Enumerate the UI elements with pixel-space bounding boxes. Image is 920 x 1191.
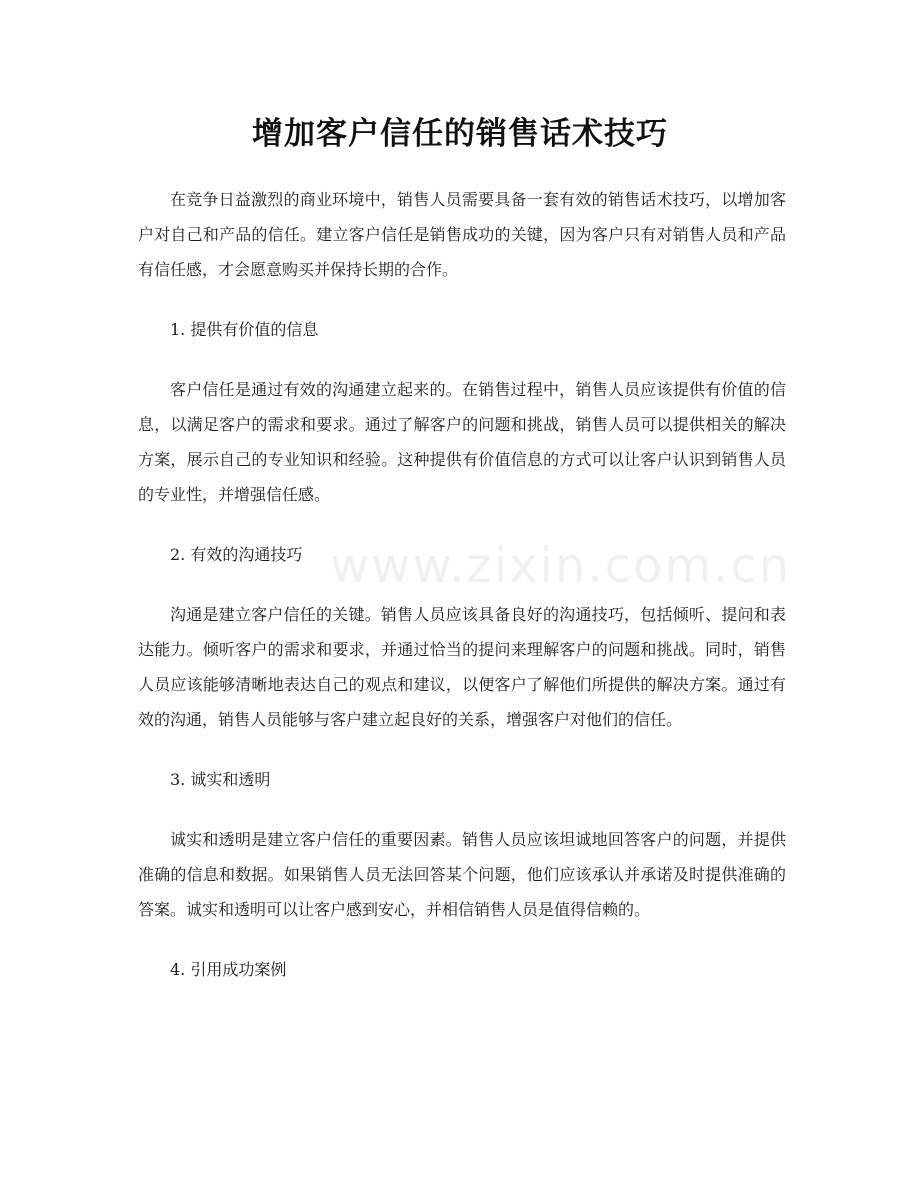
watermark: www.zixin.com.cn — [330, 538, 792, 594]
section-paragraph-3: 诚实和透明是建立客户信任的重要因素。销售人员应该坦诚地回答客户的问题，并提供准确的信息和数据。如果销售人员无法回答某个问题，他们应该承认并承诺及时提供准确的答案。诚实和透明可以让客户感到安心，并相信销售人员是值得信赖的。 — [138, 830, 786, 919]
section-paragraph-2: 沟通是建立客户信任的关键。销售人员应该具备良好的沟通技巧，包括倾听、提问和表达能力。倾听客户的需求和要求，并通过恰当的提问来理解客户的问题和挑战。同时，销售人员应该能够清晰地表达自己的观点和建议，以便客户了解他们所提供的解决方案。通过有效的沟通，销售人员能够与客户建立起良好的关系，增强客户对他们的信任。 — [138, 605, 786, 729]
document-body — [138, 182, 786, 1012]
section-paragraph-1: 客户信任是通过有效的沟通建立起来的。在销售过程中，销售人员应该提供有价值的信息，以满足客户的需求和要求。通过了解客户的问题和挑战，销售人员可以提供相关的解决方案，展示自己的专业知识和经验。这种提供有价值信息的方式可以让客户认识到销售人员的专业性，并增强信任感。 — [138, 380, 786, 504]
intro-paragraph: 在竞争日益激烈的商业环境中，销售人员需要具备一套有效的销售话术技巧，以增加客户对自己和产品的信任。建立客户信任是销售成功的关键，因为客户只有对销售人员和产品有信任感，才会愿意购买并保持长期的合作。 — [138, 190, 786, 279]
section-heading-3: 3. 诚实和透明 — [170, 770, 271, 789]
document-title: 增加客户信任的销售话术技巧 — [252, 116, 668, 152]
section-heading-1: 1. 提供有价值的信息 — [170, 320, 319, 339]
section-heading-2: 2. 有效的沟通技巧 — [170, 545, 303, 564]
section-heading-4: 4. 引用成功案例 — [170, 960, 287, 979]
